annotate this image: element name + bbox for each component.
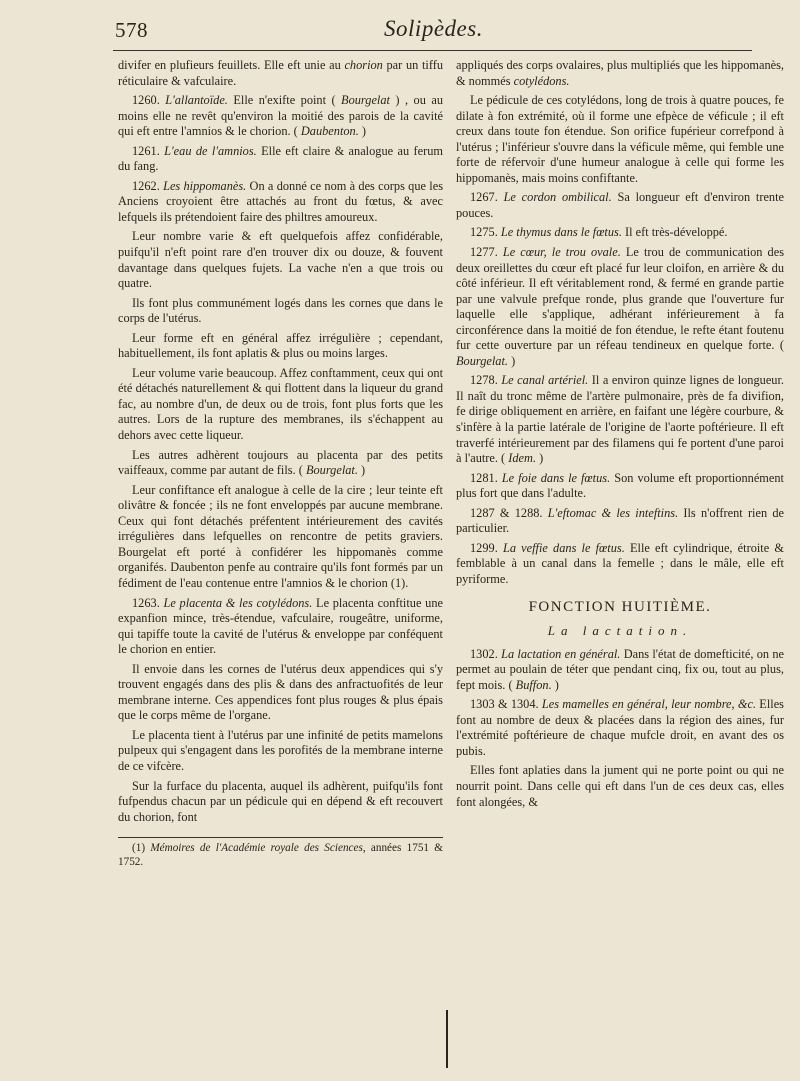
footnote-mark: (1) xyxy=(132,842,151,855)
right-column xyxy=(456,58,784,814)
paragraph xyxy=(456,763,784,810)
footnote xyxy=(118,842,443,869)
paragraph xyxy=(118,662,443,724)
paragraph xyxy=(456,190,784,221)
margin-mark xyxy=(446,1010,448,1068)
paragraph-text: Leur nombre varie & eft quelquefois affez confidérable, puifqu'il n'eft point rare d'en trouver dix ou douze, & fouvent davantage dans quelques fujets. La vache n'en a que trois ou quatre. xyxy=(118,229,443,291)
paragraph xyxy=(456,541,784,588)
paragraph xyxy=(456,58,784,89)
italic-text: L'eftomac & les inteftins. xyxy=(547,505,679,520)
paragraph-text: Le pédicule de ces cotylédons, long de trois à quatre pouces, fe dilate à fon extrémité, où il forme une efpèce de véficule ; il eft creux dans toute fon étendue. Son orifice fupérieur correfpond à l'utérus ; l'inférieur s'ouvre dans la véficule même, qui femble une forte de réfervoir d'une humeur analogue à celle qui forme les hippomanès, mais moins confiftante. xyxy=(456,93,784,185)
paragraph-text: ) xyxy=(551,677,559,692)
paragraph xyxy=(456,506,784,537)
paragraph-text: Elle eft cylindrique, étroite & femblable à un canal dans la femelle ; dans le mâle, elle eft pyriforme. xyxy=(456,540,784,586)
italic-text: Le thymus dans le fœtus. xyxy=(500,225,622,240)
paragraph xyxy=(118,779,443,826)
paragraph-text: divifer en plufieurs feuillets. Elle eft unie au xyxy=(118,58,345,72)
paragraph xyxy=(456,225,784,241)
paragraph-text: Il envoie dans les cornes de l'utérus deux appendices qui s'y trouvent engagés dans des plis & dans des anfractuofités de leur membrane interne. Ces appendices font plus rouges & plus épais que le corps même de l'organe. xyxy=(118,661,443,723)
paragraph xyxy=(456,471,784,502)
paragraph-text: Leur confiftance eft analogue à celle de la cire ; leur teinte eft olivâtre & foncée ; ils ne font enveloppés par aucune membrane. Ceux qui font détachés préfentent intérieurement des cavités irrégulières dans lefquelles on rencontre de petits graviers. Bourgelat eft porté à confidérer les hippomanès comme organifés. Daubenton penfe au contraire qu'ils font formés par un fédiment de l'eau contenue entre l'amnios & le chorion (1). xyxy=(118,482,443,590)
italic-text: Bourgelat. xyxy=(456,353,508,368)
paragraph-text: On a donné ce nom à des corps que les Anciens croyoient être attachés au front du fœtus, & avec lefquels ils prétendoient faire des philtres amoureux. xyxy=(118,178,443,224)
italic-text: cotylédons. xyxy=(513,73,570,88)
italic-text: Les mamelles en général, leur nombre, &c. xyxy=(541,697,757,712)
header-rule xyxy=(113,50,752,51)
paragraph xyxy=(118,331,443,362)
paragraph-number: 1278. xyxy=(470,373,498,388)
paragraph xyxy=(118,596,443,658)
paragraph-text: Elles font aplaties dans la jument qui ne porte point ou qui ne nourrit point. Dans celle qui eft dans l'un de ces deux cas, elles font alongées, & xyxy=(456,763,784,809)
paragraph-number: 1262. xyxy=(132,178,160,193)
paragraph xyxy=(118,144,443,175)
paragraph-text: ) xyxy=(357,463,366,478)
paragraph-number: 1277. xyxy=(470,245,498,260)
paragraph-text: Leur forme eft en général affez irrégulière ; cependant, habituellement, ils font aplatis & plus ou moins larges. xyxy=(118,330,443,361)
paragraph-number: 1275. xyxy=(470,225,498,240)
paragraph-text: Le placenta tient à l'utérus par une infinité de petits mamelons pulpeux qui s'engagent dans les porofités de la membrane interne de ce vifcère. xyxy=(118,727,443,773)
italic-text: Daubenton. xyxy=(300,124,359,139)
paragraph-text: Son volume eft proportionnément plus fort que dans l'adulte. xyxy=(456,470,784,501)
paragraph-text: Il a environ quinze lignes de longueur. Il naît du tronc même de l'artère pulmonaire, près de fa divifion, fe dirige obliquement en arrière, en faifant une légère courbure, & s'infère à la partie latérale de l'origine de l'aorte poftérieure. Il eft traverfé intérieurement par des filamens qui fe portent d'une paroi à l'autre. ( xyxy=(456,373,784,466)
paragraph-number: 1302. xyxy=(470,646,498,661)
paragraph-text: Ils n'offrent rien de particulier. xyxy=(456,505,785,536)
paragraph-text: Il eft très-développé. xyxy=(621,225,728,240)
paragraph xyxy=(118,483,443,592)
page-header xyxy=(115,14,752,48)
section-title: FONCTION HUITIÈME. xyxy=(528,598,712,615)
italic-text: Idem. xyxy=(508,451,537,466)
paragraph-text: Leur volume varie beaucoup. Affez conftamment, ceux qui ont été détachés naturellement & qui flottent dans la liqueur du grand fac, au nombre d'un, de deux ou de trois, font plus forts que les autres. Lors de la rupture des membranes, ils s'échappent au dehors avec cette liqueur. xyxy=(118,365,443,443)
paragraph xyxy=(456,245,784,369)
italic-text: L'eau de l'amnios. xyxy=(164,143,257,158)
paragraph xyxy=(118,229,443,291)
italic-text: Le cordon ombilical. xyxy=(503,190,612,205)
paragraph xyxy=(118,296,443,327)
paragraph-text: Elles font au nombre de deux & placées dans la région des aines, fur l'extrémité poftérieure de chaque mufcle droit, en avant des os pubis. xyxy=(456,697,784,758)
italic-text: Le cœur, le trou ovale. xyxy=(502,245,621,260)
paragraph-text: Les autres adhèrent toujours au placenta par des petits vaiffeaux, comme par autant de fils. ( xyxy=(118,447,443,478)
italic-text: Le canal artériel. xyxy=(501,373,589,388)
italic-text: Le placenta & les cotylédons. xyxy=(163,595,313,610)
paragraph-text: Elle n'exifte point ( xyxy=(227,93,342,108)
paragraph-text: Sur la furface du placenta, auquel ils adhèrent, puifqu'ils font fufpendus chacun par un pédicule qui en dépend & eft recouvert du chorion, font xyxy=(118,778,443,824)
paragraph-text: Sa longueur eft d'environ trente pouces. xyxy=(456,190,784,220)
paragraph xyxy=(456,647,784,694)
paragraph-text: ) xyxy=(508,353,516,368)
paragraph-text: ) xyxy=(358,124,367,139)
paragraph-number: 1261. xyxy=(132,143,160,158)
italic-text: Le foie dans le fœtus. xyxy=(501,470,611,485)
section-subtitle: La lactation. xyxy=(547,623,693,639)
paragraph-text: ) xyxy=(536,451,544,466)
running-title: Solipèdes. xyxy=(384,16,483,41)
paragraph-text: ) , ou au moins elle ne revêt qu'environ la moitié des parois de la cavité qui eft entre l'amnios & le chorion. ( xyxy=(118,93,443,139)
paragraph-number: 1260. xyxy=(132,93,160,108)
paragraph-number: 1281. xyxy=(470,470,498,485)
paragraph-text: appliqués des corps ovalaires, plus multipliés que les hippomanès, & nommés xyxy=(456,58,784,88)
page-number: 578 xyxy=(115,18,148,42)
paragraph xyxy=(118,366,443,444)
italic-text: La veffie dans le fœtus. xyxy=(502,540,625,555)
paragraph-text: Le trou de communication des deux oreillettes du cœur eft placé fur leur cloifon, en arrière & du côté inférieur. Il eft véritablement rond, & fermé en grande partie par une valvule prefque ronde, plus grande que l'ouverture fur laquelle elle s'applique, adhérant inférieurement à fa circonférence dans la moitié de fon étendue, le refte étant foutenu fur cette ouverture par un réfeau tendineux en quelque forte. ( xyxy=(456,245,784,353)
paragraph-number: 1299. xyxy=(470,540,498,555)
paragraph-number: 1263. xyxy=(132,595,160,610)
italic-text: La lactation en général. xyxy=(501,646,621,661)
footnote-source: Mémoires de l'Académie royale des Sciences xyxy=(150,842,363,855)
paragraph-text: Le placenta conftitue une expanfion mince, très-étendue, vafculaire, rougeâtre, uniforme, qui tapiffe toute la cavité de l'utérus & enveloppe par conféquent le chorion en entier. xyxy=(118,595,443,657)
left-column xyxy=(118,58,443,873)
paragraph-number: 1287 & 1288. xyxy=(470,505,543,520)
paragraph xyxy=(118,728,443,775)
paragraph xyxy=(118,58,443,89)
paragraph-text: Elle eft claire & analogue au ferum du fang. xyxy=(118,143,443,174)
paragraph xyxy=(118,93,443,140)
italic-text: Bourgelat xyxy=(341,93,390,108)
paragraph xyxy=(456,93,784,186)
paragraph xyxy=(456,697,784,759)
paragraph-number: 1267. xyxy=(470,190,498,205)
paragraph xyxy=(118,179,443,226)
italic-text: Buffon. xyxy=(515,677,552,692)
footnote-text: , années 1751 & 1752. xyxy=(118,842,443,868)
paragraph-text: par un tiffu réticulaire & vafculaire. xyxy=(118,58,443,88)
italic-text: chorion xyxy=(344,58,383,72)
paragraph-text: Ils font plus communément logés dans les cornes que dans le corps de l'utérus. xyxy=(118,295,443,326)
footnote-rule xyxy=(118,837,443,838)
italic-text: L'allantoïde. xyxy=(165,93,228,108)
paragraph xyxy=(456,373,784,466)
paragraph xyxy=(118,448,443,479)
paragraph-text: Dans l'état de domefticité, on ne permet au poulain de téter que pendant cinq, fix ou, tout au plus, fept mois. ( xyxy=(456,646,785,692)
italic-text: Les hippomanès. xyxy=(163,178,247,193)
paragraph-number: 1303 & 1304. xyxy=(470,697,539,712)
italic-text: Bourgelat. xyxy=(305,463,358,478)
